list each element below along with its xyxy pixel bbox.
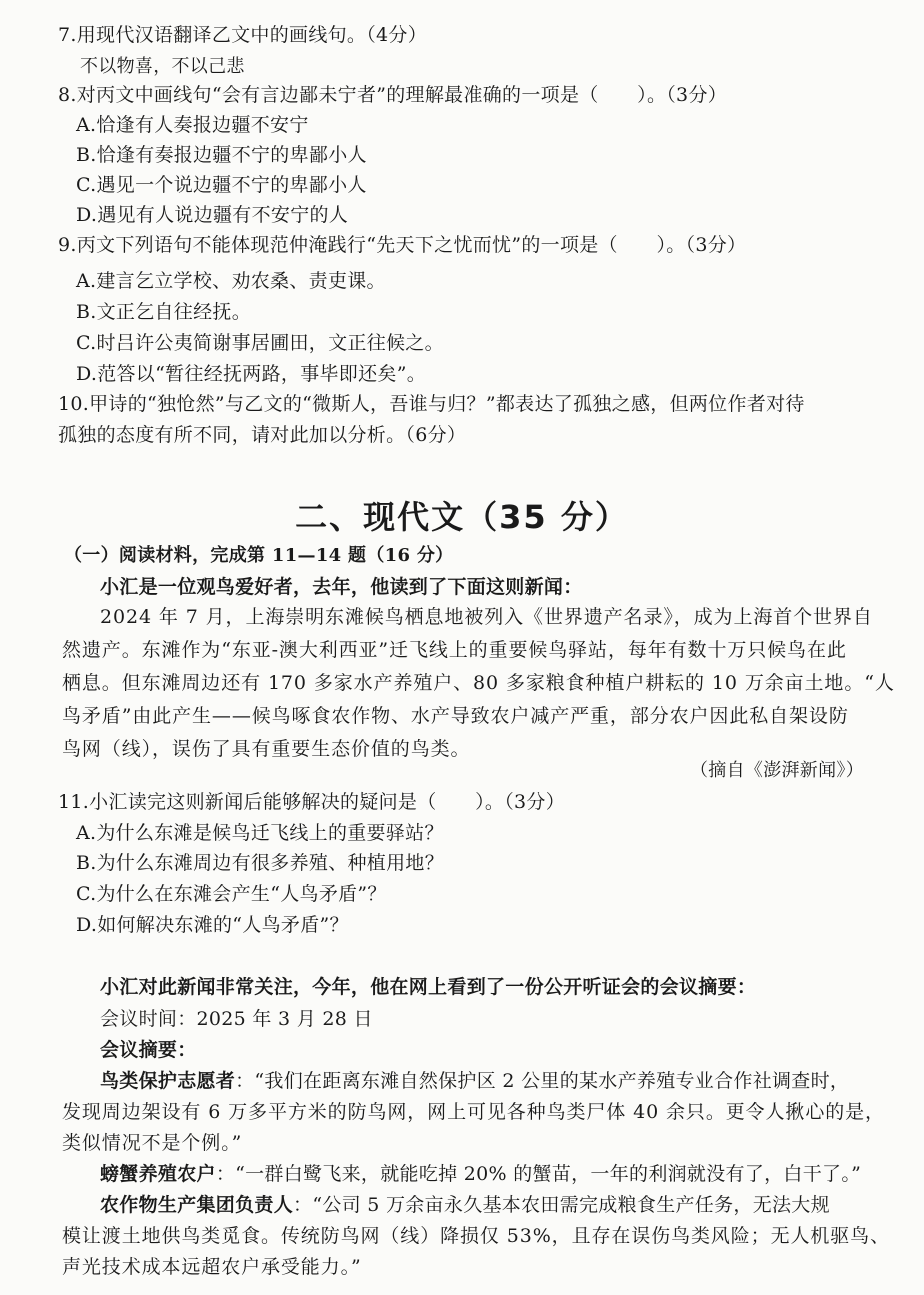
q8-option-c: C.遇见一个说边疆不宁的卑鄙小人	[76, 174, 367, 196]
speaker-agri-group-line-2: 模让渡土地供鸟类觅食。传统防鸟网（线）降损仅 53%，且存在误伤鸟类风险；无人机驱鸟、	[62, 1225, 890, 1247]
speaker-name: 农作物生产集团负责人	[100, 1194, 294, 1216]
speaker-agri-group-line-3: 声光技术成本远超农户承受能力。”	[62, 1256, 362, 1278]
speaker-quote: ：“一群白鹭飞来，就能吃掉 20% 的蟹苗，一年的利润就没有了，白干了。”	[215, 1163, 862, 1185]
speaker-quote: ：“我们在距离东滩自然保护区 2 公里的某水产养殖专业合作社调查时，	[235, 1070, 850, 1092]
q9-option-d: D.范答以“暂往经抚两路，事毕即还矣”。	[76, 363, 427, 385]
q9-option-b: B.文正乞自往经抚。	[76, 301, 252, 323]
q8-option-d: D.遇见有人说边疆有不安宁的人	[76, 204, 349, 226]
speaker-volunteer-line-2: 发现周边架设有 6 万多平方米的防鸟网，网上可见各种鸟类尸体 40 余只。更令人揪心的是，	[62, 1101, 885, 1123]
question-10-line-2: 孤独的态度有所不同，请对此加以分析。（6分）	[58, 424, 467, 446]
news-line-5: 鸟网（线），误伤了具有重要生态价值的鸟类。	[62, 738, 471, 760]
speaker-name: 鸟类保护志愿者	[100, 1070, 236, 1092]
section-title: 二、现代文（35 分）	[295, 498, 629, 536]
news-line-3: 栖息。但东滩周边还有 170 多家水产养殖户、80 多家粮食种植户耕耘的 10 万余亩土地。“人	[62, 672, 895, 694]
q11-option-a: A.为什么东滩是候鸟迁飞线上的重要驿站？	[76, 822, 444, 844]
question-9: 9.丙文下列语句不能体现范仲淹践行“先天下之忧而忧”的一项是（ ）。（3分）	[58, 234, 747, 256]
subsection-heading: （一）阅读材料，完成第 11—14 题（16 分）	[64, 545, 454, 566]
speaker-quote: ：“公司 5 万余亩永久基本农田需完成粮食生产任务，无法大规	[293, 1194, 830, 1216]
q8-option-b: B.恰逢有奏报边疆不宁的卑鄙小人	[76, 144, 367, 166]
hearing-intro: 小汇对此新闻非常关注，今年，他在网上看到了一份公开听证会的会议摘要：	[100, 976, 757, 998]
question-8: 8.对丙文中画线句“会有言边鄙未宁者”的理解最准确的一项是（ ）。（3分）	[58, 84, 728, 106]
q8-option-a: A.恰逢有人奏报边疆不安宁	[76, 114, 309, 136]
q11-option-b: B.为什么东滩周边有很多养殖、种植用地？	[76, 852, 445, 874]
news-source: （摘自《澎湃新闻》）	[690, 760, 864, 781]
question-11: 11.小汇读完这则新闻后能够解决的疑问是（ ）。（3分）	[58, 791, 566, 813]
q11-option-c: C.为什么在东滩会产生“人鸟矛盾”？	[76, 883, 387, 905]
question-7: 7.用现代汉语翻译乙文中的画线句。（4分）	[58, 24, 428, 46]
speaker-crab-farmer	[100, 1161, 861, 1187]
news-line-2: 然遗产。东滩作为“东亚-澳大利西亚”迁飞线上的重要候鸟驿站，每年有数十万只候鸟在此	[62, 639, 847, 661]
speaker-volunteer-line-3: 类似情况不是个例。”	[62, 1132, 243, 1154]
meeting-summary-label: 会议摘要：	[100, 1039, 197, 1061]
q9-option-a: A.建言乞立学校、劝农桑、责吏课。	[76, 270, 386, 292]
speaker-volunteer	[100, 1068, 849, 1094]
speaker-name: 螃蟹养殖农户	[100, 1163, 216, 1185]
news-line-4: 鸟矛盾”由此产生——候鸟啄食农作物、水产导致农户减产严重，部分农户因此私自架设防	[62, 705, 849, 727]
handwritten-answer-7: 不以物喜，不以己悲	[80, 56, 245, 77]
speaker-agri-group	[100, 1192, 830, 1218]
q9-option-c: C.时吕许公夷简谢事居圃田，文正往候之。	[76, 332, 444, 354]
q11-option-d: D.如何解决东滩的“人鸟矛盾”？	[76, 914, 349, 936]
question-10-line-1: 10.甲诗的“独怆然”与乙文的“微斯人，吾谁与归？”都表达了孤独之感，但两位作者对待	[58, 393, 805, 415]
news-intro: 小汇是一位观鸟爱好者，去年，他读到了下面这则新闻：	[100, 576, 583, 598]
news-line-1: 2024 年 7 月，上海崇明东滩候鸟栖息地被列入《世界遗产名录》，成为上海首个世界自	[100, 606, 873, 628]
meeting-time: 会议时间：2025 年 3 月 28 日	[100, 1008, 373, 1030]
